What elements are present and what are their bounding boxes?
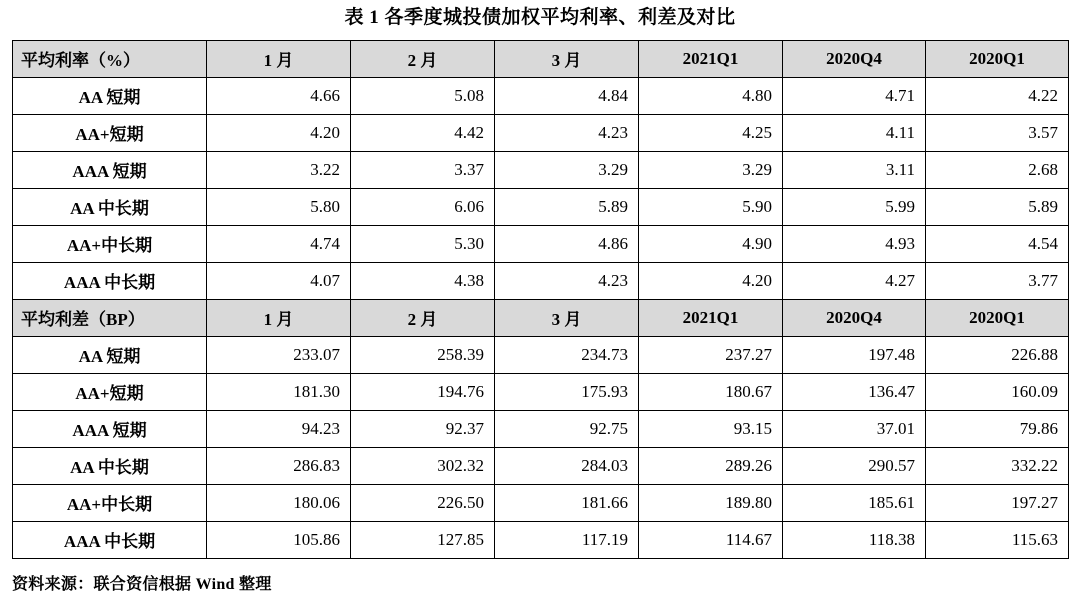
data-cell: 4.22 [926, 77, 1069, 114]
header-cell-metric-spreads: 平均利差（BP） [13, 299, 207, 336]
header-cell-2020q4-rates: 2020Q4 [783, 40, 926, 77]
data-cell: 284.03 [495, 447, 639, 484]
table-caption: 表 1 各季度城投债加权平均利率、利差及对比 [344, 7, 736, 28]
data-cell: 181.66 [495, 484, 639, 521]
data-cell: 5.80 [207, 188, 351, 225]
row-label: AA+中长期 [13, 225, 207, 262]
data-cell: 4.71 [783, 77, 926, 114]
data-cell: 197.48 [783, 336, 926, 373]
table-header-row-rates [13, 40, 1069, 77]
data-cell: 180.67 [639, 373, 783, 410]
row-label: AA 中长期 [13, 188, 207, 225]
header-cell-jan-rates: 1 月 [207, 40, 351, 77]
table-row [13, 225, 1069, 262]
data-cell: 4.38 [351, 262, 495, 299]
data-cell: 94.23 [207, 410, 351, 447]
data-cell: 4.07 [207, 262, 351, 299]
header-cell-jan-spreads: 1 月 [207, 299, 351, 336]
data-cell: 175.93 [495, 373, 639, 410]
data-cell: 197.27 [926, 484, 1069, 521]
data-cell: 93.15 [639, 410, 783, 447]
data-cell: 127.85 [351, 521, 495, 558]
data-cell: 4.23 [495, 262, 639, 299]
data-cell: 181.30 [207, 373, 351, 410]
data-cell: 3.29 [639, 151, 783, 188]
data-cell: 5.89 [495, 188, 639, 225]
row-label: AAA 短期 [13, 151, 207, 188]
data-cell: 185.61 [783, 484, 926, 521]
data-cell: 4.27 [783, 262, 926, 299]
data-cell: 3.57 [926, 114, 1069, 151]
data-cell: 3.37 [351, 151, 495, 188]
data-cell: 237.27 [639, 336, 783, 373]
data-cell: 5.89 [926, 188, 1069, 225]
row-label: AAA 短期 [13, 410, 207, 447]
data-cell: 115.63 [926, 521, 1069, 558]
data-cell: 79.86 [926, 410, 1069, 447]
data-cell: 4.25 [639, 114, 783, 151]
row-label: AAA 中长期 [13, 262, 207, 299]
data-cell: 189.80 [639, 484, 783, 521]
data-cell: 234.73 [495, 336, 639, 373]
header-cell-feb-rates: 2 月 [351, 40, 495, 77]
data-cell: 286.83 [207, 447, 351, 484]
data-cell: 118.38 [783, 521, 926, 558]
data-cell: 226.88 [926, 336, 1069, 373]
data-cell: 92.75 [495, 410, 639, 447]
data-cell: 4.86 [495, 225, 639, 262]
table-row [13, 521, 1069, 558]
table-row [13, 373, 1069, 410]
data-cell: 4.23 [495, 114, 639, 151]
data-cell: 114.67 [639, 521, 783, 558]
data-cell: 6.06 [351, 188, 495, 225]
row-label: AA 短期 [13, 336, 207, 373]
header-cell-2021q1-spreads: 2021Q1 [639, 299, 783, 336]
header-cell-metric-rates: 平均利率（%） [13, 40, 207, 77]
data-cell: 4.84 [495, 77, 639, 114]
data-cell: 289.26 [639, 447, 783, 484]
header-cell-2020q1-rates: 2020Q1 [926, 40, 1069, 77]
data-cell: 37.01 [783, 410, 926, 447]
data-cell: 160.09 [926, 373, 1069, 410]
row-label: AA+短期 [13, 373, 207, 410]
data-cell: 4.42 [351, 114, 495, 151]
header-cell-2021q1-rates: 2021Q1 [639, 40, 783, 77]
data-cell: 4.74 [207, 225, 351, 262]
row-label: AA+短期 [13, 114, 207, 151]
data-cell: 5.30 [351, 225, 495, 262]
data-cell: 3.22 [207, 151, 351, 188]
table-row [13, 447, 1069, 484]
data-cell: 5.90 [639, 188, 783, 225]
data-cell: 258.39 [351, 336, 495, 373]
data-cell: 3.77 [926, 262, 1069, 299]
data-cell: 332.22 [926, 447, 1069, 484]
table-row [13, 114, 1069, 151]
data-cell: 117.19 [495, 521, 639, 558]
table-row [13, 188, 1069, 225]
data-cell: 5.99 [783, 188, 926, 225]
row-label: AA+中长期 [13, 484, 207, 521]
table-row [13, 262, 1069, 299]
data-cell: 4.54 [926, 225, 1069, 262]
data-cell: 4.80 [639, 77, 783, 114]
rates-and-spreads-table [12, 40, 1069, 559]
table-source-note: 资料来源：联合资信根据 Wind 整理 [12, 575, 272, 593]
data-cell: 4.66 [207, 77, 351, 114]
data-cell: 105.86 [207, 521, 351, 558]
data-cell: 4.11 [783, 114, 926, 151]
data-cell: 302.32 [351, 447, 495, 484]
row-label: AA 中长期 [13, 447, 207, 484]
table-row [13, 151, 1069, 188]
table-row [13, 336, 1069, 373]
table-row [13, 77, 1069, 114]
data-cell: 136.47 [783, 373, 926, 410]
header-cell-mar-rates: 3 月 [495, 40, 639, 77]
data-cell: 233.07 [207, 336, 351, 373]
data-cell: 2.68 [926, 151, 1069, 188]
data-cell: 92.37 [351, 410, 495, 447]
header-cell-2020q1-spreads: 2020Q1 [926, 299, 1069, 336]
header-cell-2020q4-spreads: 2020Q4 [783, 299, 926, 336]
data-cell: 4.20 [207, 114, 351, 151]
data-cell: 226.50 [351, 484, 495, 521]
data-cell: 3.11 [783, 151, 926, 188]
data-cell: 4.90 [639, 225, 783, 262]
table-row [13, 410, 1069, 447]
data-cell: 3.29 [495, 151, 639, 188]
table-row [13, 484, 1069, 521]
header-cell-feb-spreads: 2 月 [351, 299, 495, 336]
header-cell-mar-spreads: 3 月 [495, 299, 639, 336]
data-cell: 194.76 [351, 373, 495, 410]
row-label: AAA 中长期 [13, 521, 207, 558]
data-cell: 290.57 [783, 447, 926, 484]
data-cell: 180.06 [207, 484, 351, 521]
table-header-row-spreads [13, 299, 1069, 336]
data-cell: 5.08 [351, 77, 495, 114]
row-label: AA 短期 [13, 77, 207, 114]
data-cell: 4.20 [639, 262, 783, 299]
data-cell: 4.93 [783, 225, 926, 262]
